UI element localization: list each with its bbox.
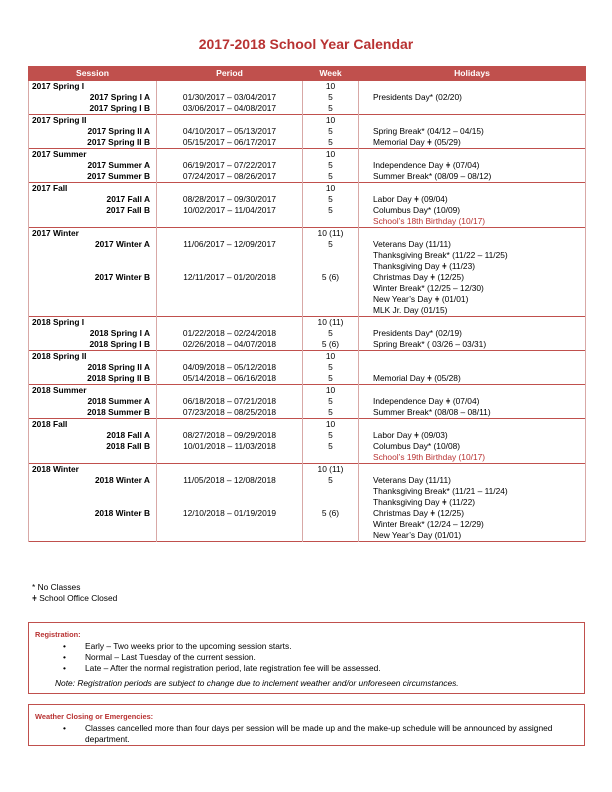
week-cell [303,261,359,272]
session-cell: 2017 Spring I [29,81,157,93]
table-row [29,228,586,240]
period-cell [157,486,303,497]
holiday-cell [359,149,586,161]
holiday-cell: Thanksgiving Day ǂ (11/22) [359,497,586,508]
period-cell: 04/09/2018 – 05/12/2018 [157,362,303,373]
holiday-cell: Columbus Day* (10/08) [359,441,586,452]
holiday-cell [359,81,586,93]
list-item [63,663,584,674]
registration-heading: Registration: [35,630,81,639]
subsession-cell: 2017 Spring I B [29,103,157,115]
table-row [29,126,586,137]
week-cell: 5 [303,171,359,183]
table-row [29,137,586,149]
period-cell: 03/06/2017 – 04/08/2017 [157,103,303,115]
holiday-cell: New Year’s Day (01/01) [359,530,586,542]
session-group [29,317,586,351]
subsession-cell: 2017 Spring II A [29,126,157,137]
week-cell: 5 [303,373,359,385]
period-cell: 04/10/2017 – 05/13/2017 [157,126,303,137]
registration-list [29,641,584,674]
holiday-cell: Summer Break* (08/08 – 08/11) [359,407,586,419]
period-cell [157,419,303,431]
week-cell: 10 (11) [303,317,359,329]
week-cell: 5 [303,441,359,452]
session-cell: 2018 Spring II [29,351,157,363]
registration-early: Early – Two weeks prior to the upcoming session starts. [85,641,292,651]
weather-item: Classes cancelled more than four days per session will be made up and the make-up schedule will be announced by assigned department. [85,723,553,744]
holiday-cell: Veterans Day (11/11) [359,239,586,250]
period-cell [157,317,303,329]
week-cell: 5 [303,205,359,216]
period-cell [157,464,303,476]
week-cell: 10 [303,149,359,161]
week-cell [303,216,359,228]
table-row [29,92,586,103]
week-cell [303,530,359,542]
holiday-cell [359,351,586,363]
week-cell: 10 (11) [303,228,359,240]
period-cell [157,149,303,161]
subsession-cell [29,519,157,530]
period-cell [157,530,303,542]
week-cell: 10 [303,115,359,127]
table-row [29,103,586,115]
header-week: Week [303,67,359,81]
week-cell [303,283,359,294]
period-cell [157,385,303,397]
subsession-cell [29,250,157,261]
week-cell: 5 [303,475,359,486]
session-cell: 2018 Spring I [29,317,157,329]
legend-office-closed: ǂ School Office Closed [32,593,118,603]
week-cell [303,305,359,317]
holiday-cell: Independence Day ǂ (07/04) [359,396,586,407]
period-cell: 08/27/2018 – 09/29/2018 [157,430,303,441]
week-cell: 5 (6) [303,508,359,519]
list-item [63,652,584,663]
period-cell: 12/10/2018 – 01/19/2019 [157,508,303,519]
table-row [29,373,586,385]
holiday-cell: Presidents Day* (02/20) [359,92,586,103]
session-group [29,115,586,149]
period-cell: 05/15/2017 – 06/17/2017 [157,137,303,149]
registration-late: Late – After the normal registration period, late registration fee will be assessed. [85,663,381,673]
legend-no-classes: * No Classes [32,582,81,592]
period-cell: 11/05/2018 – 12/08/2018 [157,475,303,486]
table-row [29,81,586,93]
weather-heading: Weather Closing or Emergencies: [35,712,154,721]
table-row [29,351,586,363]
table-row [29,497,586,508]
period-cell: 06/18/2018 – 07/21/2018 [157,396,303,407]
holiday-cell: Thanksgiving Break* (11/22 – 11/25) [359,250,586,261]
holiday-cell [359,115,586,127]
table-row [29,464,586,476]
holiday-cell: Christmas Day ǂ (12/25) [359,272,586,283]
subsession-cell: 2018 Fall B [29,441,157,452]
subsession-cell: 2017 Spring II B [29,137,157,149]
bullet-icon: • [63,641,66,651]
subsession-cell: 2018 Summer A [29,396,157,407]
table-row [29,149,586,161]
period-cell: 01/30/2017 – 03/04/2017 [157,92,303,103]
header-holidays: Holidays [359,67,586,81]
period-cell: 11/06/2017 – 12/09/2017 [157,239,303,250]
period-cell: 05/14/2018 – 06/16/2018 [157,373,303,385]
table-row [29,362,586,373]
registration-note: Note: Registration periods are subject to change due to inclement weather and/or unforeseen circumstances. [55,678,459,688]
holiday-cell [359,103,586,115]
period-cell: 07/24/2017 – 08/26/2017 [157,171,303,183]
holiday-cell: Independence Day ǂ (07/04) [359,160,586,171]
table-row [29,328,586,339]
subsession-cell [29,216,157,228]
period-cell: 02/26/2018 – 04/07/2018 [157,339,303,351]
period-cell: 01/22/2018 – 02/24/2018 [157,328,303,339]
header-session: Session [29,67,157,81]
week-cell: 5 [303,328,359,339]
period-cell [157,216,303,228]
week-cell: 5 [303,92,359,103]
session-group [29,419,586,464]
session-group [29,228,586,317]
table-row [29,115,586,127]
session-group [29,464,586,542]
subsession-cell: 2018 Spring II B [29,373,157,385]
week-cell: 5 [303,396,359,407]
page-title: 2017-2018 School Year Calendar [198,36,414,52]
week-cell: 10 [303,419,359,431]
registration-box [28,622,585,694]
subsession-cell: 2017 Spring I A [29,92,157,103]
holiday-cell: Labor Day ǂ (09/03) [359,430,586,441]
week-cell: 5 [303,362,359,373]
table-row [29,160,586,171]
subsession-cell [29,294,157,305]
holiday-cell: Labor Day ǂ (09/04) [359,194,586,205]
list-item [63,641,584,652]
subsession-cell: 2017 Winter B [29,272,157,283]
subsession-cell: 2017 Summer B [29,171,157,183]
holiday-cell: School’s 18th Birthday (10/17) [359,216,586,228]
period-cell: 08/28/2017 – 09/30/2017 [157,194,303,205]
period-cell [157,305,303,317]
period-cell [157,452,303,464]
week-cell: 5 [303,160,359,171]
week-cell: 10 [303,385,359,397]
bullet-icon: • [63,663,66,673]
table-row [29,530,586,542]
week-cell: 5 (6) [303,339,359,351]
session-cell: 2017 Summer [29,149,157,161]
bullet-icon: • [63,652,66,662]
subsession-cell: 2018 Winter B [29,508,157,519]
holiday-cell: School’s 19th Birthday (10/17) [359,452,586,464]
session-group [29,81,586,115]
holiday-cell: Memorial Day ǂ (05/29) [359,137,586,149]
table-row [29,194,586,205]
table-row [29,430,586,441]
holiday-cell: Columbus Day* (10/09) [359,205,586,216]
table-row [29,419,586,431]
subsession-cell: 2017 Fall B [29,205,157,216]
registration-normal: Normal – Last Tuesday of the current session. [85,652,256,662]
table-row [29,385,586,397]
week-cell: 10 [303,351,359,363]
subsession-cell: 2018 Spring II A [29,362,157,373]
session-group [29,183,586,228]
subsession-cell: 2018 Spring I A [29,328,157,339]
period-cell [157,183,303,195]
week-cell: 5 [303,137,359,149]
table-row [29,452,586,464]
session-cell: 2017 Fall [29,183,157,195]
week-cell [303,497,359,508]
subsession-cell: 2017 Fall A [29,194,157,205]
week-cell [303,294,359,305]
holiday-cell: Veterans Day (11/11) [359,475,586,486]
subsession-cell [29,486,157,497]
period-cell [157,294,303,305]
period-cell [157,81,303,93]
table-row [29,519,586,530]
week-cell: 5 [303,194,359,205]
table-row [29,171,586,183]
weather-box [28,704,585,746]
session-cell: 2018 Fall [29,419,157,431]
bullet-icon: • [63,723,66,733]
subsession-cell: 2018 Spring I B [29,339,157,351]
subsession-cell [29,497,157,508]
weather-list [29,723,584,745]
holiday-cell: Spring Break* ( 03/26 – 03/31) [359,339,586,351]
week-cell: 10 [303,183,359,195]
holiday-cell: Thanksgiving Break* (11/21 – 11/24) [359,486,586,497]
subsession-cell: 2017 Winter A [29,239,157,250]
subsession-cell: 2018 Winter A [29,475,157,486]
holiday-cell: New Year’s Day ǂ (01/01) [359,294,586,305]
week-cell: 5 [303,239,359,250]
week-cell: 10 [303,81,359,93]
holiday-cell: Winter Break* (12/24 – 12/29) [359,519,586,530]
header-period: Period [157,67,303,81]
holiday-cell: Thanksgiving Day ǂ (11/23) [359,261,586,272]
subsession-cell [29,283,157,294]
table-row [29,294,586,305]
table-row [29,339,586,351]
subsession-cell [29,305,157,317]
subsession-cell [29,530,157,542]
table-row [29,396,586,407]
week-cell: 5 [303,126,359,137]
session-cell: 2018 Summer [29,385,157,397]
holiday-cell [359,362,586,373]
table-row [29,261,586,272]
session-group [29,385,586,419]
table-row [29,216,586,228]
period-cell: 12/11/2017 – 01/20/2018 [157,272,303,283]
period-cell [157,250,303,261]
table-row [29,486,586,497]
table-row [29,272,586,283]
table-row [29,205,586,216]
period-cell: 10/01/2018 – 11/03/2018 [157,441,303,452]
holiday-cell [359,419,586,431]
period-cell [157,228,303,240]
session-group [29,149,586,183]
holiday-cell [359,183,586,195]
holiday-cell: Winter Break* (12/25 – 12/30) [359,283,586,294]
week-cell: 5 [303,407,359,419]
table-row [29,250,586,261]
week-cell: 5 (6) [303,272,359,283]
holiday-cell: Spring Break* (04/12 – 04/15) [359,126,586,137]
holiday-cell: Presidents Day* (02/19) [359,328,586,339]
period-cell: 07/23/2018 – 08/25/2018 [157,407,303,419]
session-cell: 2017 Winter [29,228,157,240]
week-cell: 10 (11) [303,464,359,476]
table-row [29,239,586,250]
table-row [29,183,586,195]
period-cell [157,497,303,508]
subsession-cell: 2018 Fall A [29,430,157,441]
holiday-cell [359,228,586,240]
holiday-cell: MLK Jr. Day (01/15) [359,305,586,317]
session-group [29,351,586,385]
week-cell [303,519,359,530]
table-row [29,317,586,329]
holiday-cell: Memorial Day ǂ (05/28) [359,373,586,385]
table-row [29,305,586,317]
table-row [29,475,586,486]
subsession-cell [29,261,157,272]
week-cell: 5 [303,430,359,441]
holiday-cell: Christmas Day ǂ (12/25) [359,508,586,519]
holiday-cell: Summer Break* (08/09 – 08/12) [359,171,586,183]
period-cell: 10/02/2017 – 11/04/2017 [157,205,303,216]
week-cell [303,486,359,497]
table-header-row [29,67,586,81]
week-cell [303,250,359,261]
subsession-cell: 2018 Summer B [29,407,157,419]
period-cell [157,283,303,294]
period-cell [157,115,303,127]
subsession-cell: 2017 Summer A [29,160,157,171]
table-row [29,407,586,419]
week-cell [303,452,359,464]
holiday-cell [359,317,586,329]
table-row [29,508,586,519]
session-cell: 2018 Winter [29,464,157,476]
table-row [29,283,586,294]
calendar-table [28,66,586,542]
holiday-cell [359,464,586,476]
session-cell: 2017 Spring II [29,115,157,127]
period-cell [157,261,303,272]
week-cell: 5 [303,103,359,115]
list-item [63,723,584,745]
period-cell [157,519,303,530]
period-cell [157,351,303,363]
legend [32,582,117,604]
subsession-cell [29,452,157,464]
table-row [29,441,586,452]
holiday-cell [359,385,586,397]
period-cell: 06/19/2017 – 07/22/2017 [157,160,303,171]
